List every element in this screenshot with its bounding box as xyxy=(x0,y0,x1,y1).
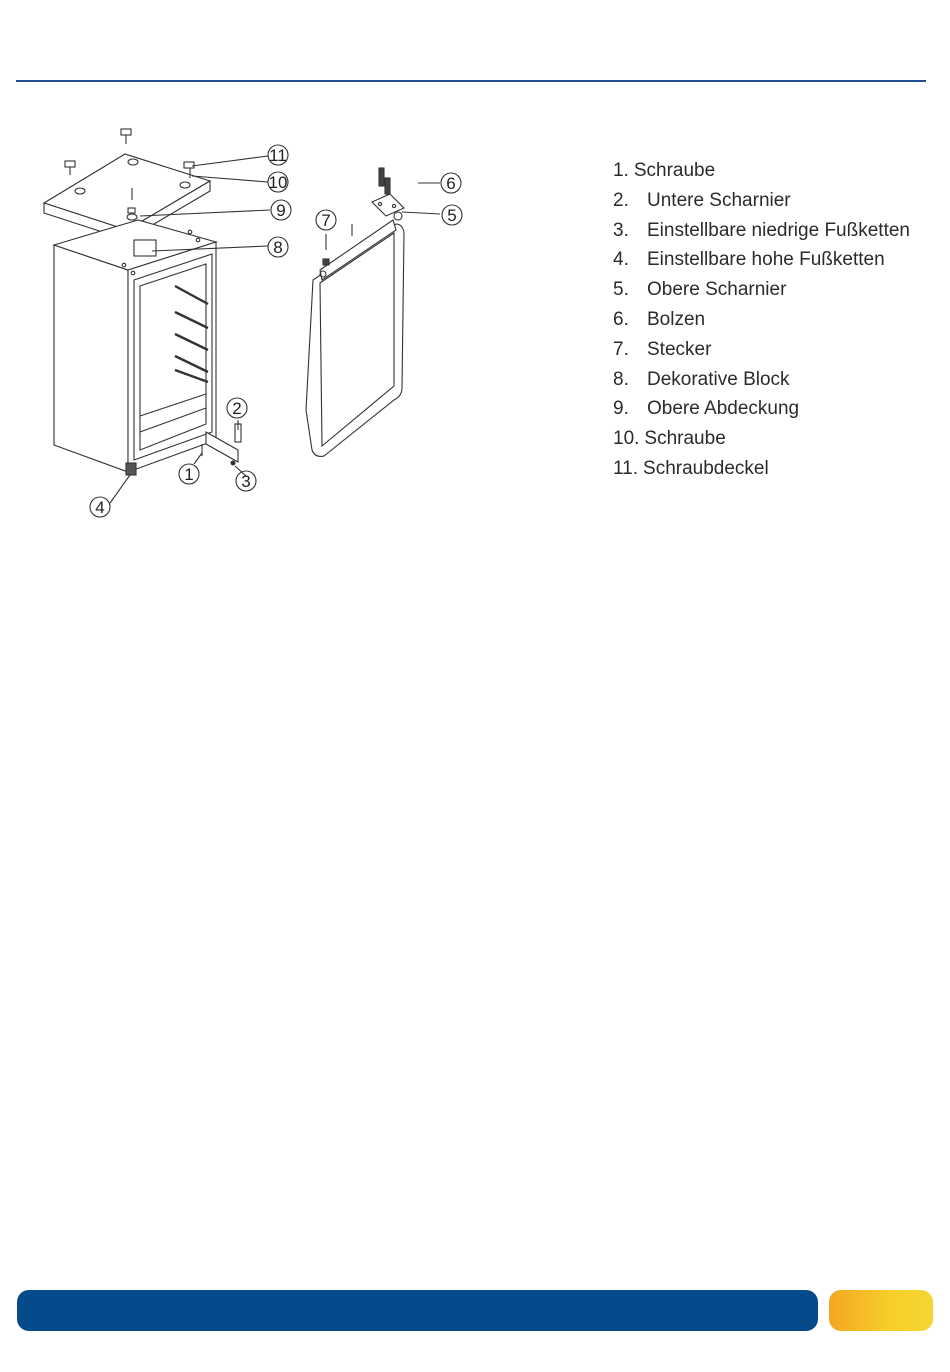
parts-list-item: 6. Bolzen xyxy=(613,308,706,330)
callout-11: 11 xyxy=(269,146,287,165)
parts-list-item: 4. Einstellbare hohe Fußketten xyxy=(613,249,885,271)
parts-list-item: 11. Schraubdeckel xyxy=(613,457,769,479)
exploded-diagram xyxy=(30,120,510,530)
footer-bar xyxy=(17,1290,818,1331)
callout-9: 9 xyxy=(276,201,286,220)
callout-10: 10 xyxy=(268,173,288,192)
callout-3: 3 xyxy=(241,472,251,491)
parts-list-item: 2. Untere Scharnier xyxy=(613,189,791,211)
parts-list-item: 7. Stecker xyxy=(613,338,712,360)
cabinet-body xyxy=(54,220,216,472)
parts-list-item: 1. Schraube xyxy=(613,160,716,181)
callout-1: 1 xyxy=(184,465,194,484)
callout-5: 5 xyxy=(447,206,457,225)
upper-hinge-and-bolt xyxy=(372,168,404,220)
page-number-badge xyxy=(829,1290,933,1331)
parts-list xyxy=(613,156,910,484)
callout-7: 7 xyxy=(321,211,331,230)
header-rule xyxy=(16,80,926,82)
parts-list-item: 3. Einstellbare niedrige Fußketten xyxy=(613,219,910,241)
parts-list-item: 9. Obere Abdeckung xyxy=(613,398,800,420)
callout-4: 4 xyxy=(95,498,105,517)
parts-list-item: 5. Obere Scharnier xyxy=(613,279,787,301)
door xyxy=(306,220,404,456)
callout-2: 2 xyxy=(232,399,242,418)
parts-list-item: 8. Dekorative Block xyxy=(613,368,790,390)
parts-list-item: 10. Schraube xyxy=(613,428,726,450)
callout-6: 6 xyxy=(446,174,456,193)
callout-8: 8 xyxy=(273,238,283,257)
